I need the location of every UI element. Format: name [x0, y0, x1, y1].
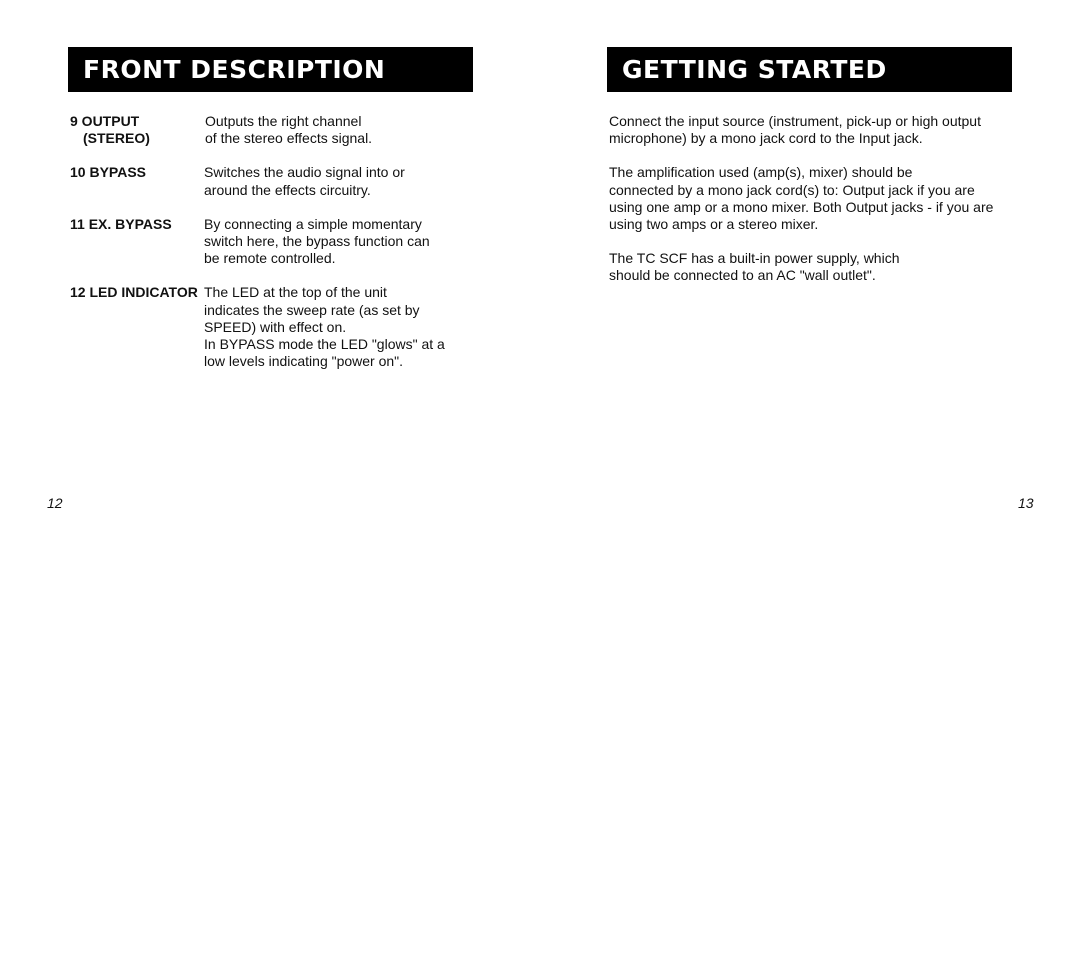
paragraph-line: using one amp or a mono mixer. Both Output jacks - if you are	[609, 198, 994, 215]
item-definition	[204, 284, 470, 370]
item-term-sublabel: (STEREO)	[83, 130, 150, 147]
definition-line: be remote controlled.	[204, 250, 336, 267]
item-term-label: 12 LED INDICATOR	[70, 284, 198, 301]
description-item-output	[70, 113, 470, 147]
page-number: 13	[1018, 495, 1034, 511]
item-term	[70, 284, 204, 370]
item-definition	[204, 164, 470, 198]
definition-line: switch here, the bypass function can	[204, 233, 430, 250]
definition-line: SPEED) with effect on.	[204, 318, 347, 335]
definition-line: low levels indicating "power on".	[204, 353, 404, 370]
item-term-label: 11 EX. BYPASS	[70, 215, 172, 232]
section-header-getting-started: GETTING STARTED	[607, 47, 1012, 92]
definition-line: Outputs the right channel	[205, 113, 362, 129]
right-page	[540, 0, 1080, 954]
paragraph-line: using two amps or a stereo mixer.	[609, 216, 819, 233]
description-item-led-indicator	[70, 284, 470, 370]
definition-line: of the stereo effects signal.	[205, 130, 373, 147]
paragraph-power-supply	[609, 250, 1029, 284]
definition-line: In BYPASS mode the LED "glows" at a	[204, 336, 445, 353]
front-description-list	[70, 113, 470, 387]
section-header-front-description: FRONT DESCRIPTION	[68, 47, 473, 92]
paragraph-line: The amplification used (amp(s), mixer) should be	[609, 164, 913, 181]
item-term	[70, 216, 204, 268]
description-item-bypass	[70, 164, 470, 198]
paragraph-line: The TC SCF has a built-in power supply, which	[609, 250, 900, 267]
item-definition	[204, 113, 470, 147]
definition-line: indicates the sweep rate (as set by	[204, 301, 420, 318]
definition-line: around the effects circuitry.	[204, 181, 371, 198]
paragraph-amplification	[609, 164, 1029, 233]
item-term	[70, 164, 204, 198]
item-definition	[204, 216, 470, 268]
item-term-label: 10 BYPASS	[70, 164, 146, 181]
paragraph-line: microphone) by a mono jack cord to the Input jack.	[609, 130, 923, 147]
paragraph-line: Connect the input source (instrument, pick-up or high output	[609, 113, 981, 129]
paragraph-input-source	[609, 113, 1029, 147]
definition-line: By connecting a simple momentary	[204, 215, 422, 232]
description-item-ex-bypass	[70, 216, 470, 268]
paragraph-line: connected by a mono jack cord(s) to: Output jack if you are	[609, 181, 975, 198]
item-term-label: 9 OUTPUT	[70, 113, 140, 129]
page-number: 12	[47, 495, 63, 511]
definition-line: The LED at the top of the unit	[204, 284, 387, 301]
definition-line: Switches the audio signal into or	[204, 164, 405, 181]
paragraph-line: should be connected to an AC "wall outlet".	[609, 267, 876, 284]
getting-started-text	[609, 113, 1029, 302]
item-term	[70, 113, 204, 147]
